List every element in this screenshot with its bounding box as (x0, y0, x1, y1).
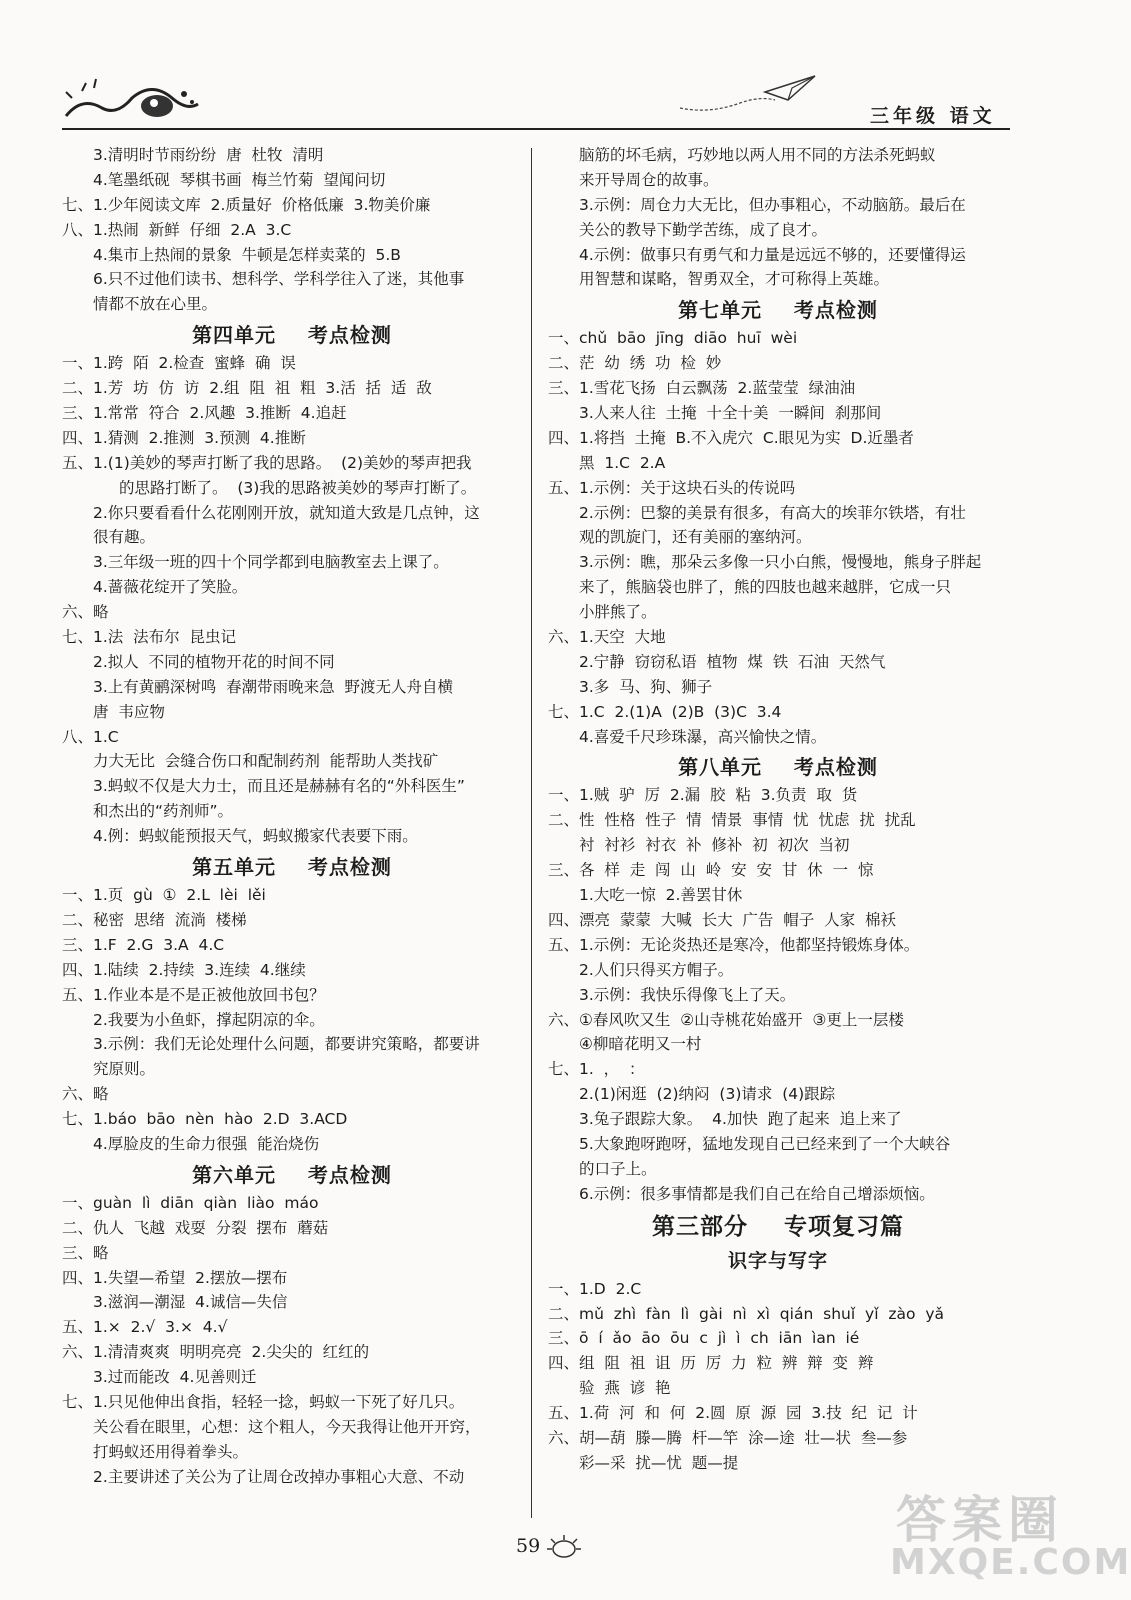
answer-line: 七、1.C 2.(1)A (2)B (3)C 3.4 (548, 702, 782, 721)
answer-line: 3.多 马、狗、狮子 (579, 677, 713, 696)
answer-line: 2.人们只得买方帽子。 (579, 960, 734, 979)
answer-line: 三、1.F 2.G 3.A 4.C (62, 935, 225, 954)
right-column (548, 143, 1008, 1476)
answer-line: 七、1.只见他伸出食指，轻轻一捻，蚂蚁一下死了好几只。 (62, 1392, 465, 1411)
answer-line: 四、漂亮 蒙蒙 大喊 长大 广告 帽子 人家 棉袄 (548, 910, 896, 929)
subsection-heading: 识字与写字 (727, 1249, 828, 1272)
answer-line: 五、1.示例：无论炎热还是寒冷，他都坚持锻炼身体。 (548, 935, 920, 954)
answer-line: 二、秘密 思绪 流淌 楼梯 (62, 910, 247, 929)
answer-line: 3.示例：我们无论处理什么问题，都要讲究策略，都要讲 (93, 1035, 480, 1054)
part-heading: 第三部分 专项复习篇 (651, 1212, 905, 1240)
answer-line: 四、1.将挡 土掩 B.不入虎穴 C.眼见为实 D.近墨者 (548, 428, 914, 447)
section-heading: 第八单元 考点检测 (678, 755, 878, 780)
answer-line: 五、1.× 2.√ 3.× 4.√ (62, 1318, 228, 1337)
answer-line: 6.只不过他们读书、想科学、学科学往入了迷，其他事 (93, 270, 465, 289)
answer-line: 四、1.猜测 2.推测 3.预测 4.推断 (62, 428, 306, 447)
answer-line: 关公的教导下勤学苦练，成了良才。 (579, 220, 828, 239)
answer-line: 二、仇人 飞越 戏耍 分裂 摆布 蘑菇 (62, 1218, 329, 1237)
answer-line: 二、性 性格 性子 情 情景 事情 忧 忧虑 扰 扰乱 (548, 811, 916, 830)
answer-line: 3.三年级一班的四十个同学都到电脑教室去上课了。 (93, 553, 449, 572)
answer-line: 八、1.热闹 新鲜 仔细 2.A 3.C (62, 220, 292, 239)
answer-line: 四、1.失望—希望 2.摆放—摆布 (62, 1268, 288, 1287)
answer-line: 1.大吃一惊 2.善罢甘休 (579, 886, 743, 905)
paper-plane-icon (680, 70, 820, 115)
answer-line: 2.你只要看看什么花刚刚开放，就知道大致是几点钟，这 (93, 503, 480, 522)
answer-line: 三、1.雪花飞扬 白云飘荡 2.蓝莹莹 绿油油 (548, 379, 856, 398)
answer-line: 2.我要为小鱼虾，撑起阴凉的伞。 (93, 1010, 325, 1029)
answer-line: 五、1.(1)美妙的琴声打断了我的思路。 (2)美妙的琴声把我 (62, 453, 472, 472)
watermark-url: MXQE.COM (890, 1542, 1131, 1583)
answer-line: 六、1.天空 大地 (548, 628, 666, 647)
answer-line: 3.蚂蚁不仅是大力士，而且还是赫赫有名的“外科医生” (93, 777, 465, 796)
page-header (0, 0, 1084, 140)
answer-line: 3.滋润—潮湿 4.诚信—失信 (93, 1293, 288, 1312)
answer-line: 八、1.C (62, 727, 119, 746)
answer-line: 力大无比 会缝合伤口和配制药剂 能帮助人类找矿 (93, 752, 439, 771)
answer-line: 4.笔墨纸砚 琴棋书画 梅兰竹菊 望闻问切 (93, 170, 386, 189)
answer-line: ④柳暗花明又一村 (579, 1035, 702, 1054)
answer-line: 六、①春风吹又生 ②山寺桃花始盛开 ③更上一层楼 (548, 1010, 904, 1029)
left-column (62, 143, 522, 1490)
answer-line: 3.人来人往 土掩 十全十美 一瞬间 刹那间 (579, 404, 882, 423)
answer-line: 六、略 (62, 1085, 109, 1104)
answer-line: 观的凯旋门，还有美丽的塞纳河。 (579, 528, 812, 547)
answer-line: 5.大象跑呀跑呀，猛地发现自己已经来到了一个大峡谷 (579, 1134, 951, 1153)
answer-line: 情都不放在心里。 (93, 295, 218, 314)
answer-line: 3.清明时节雨纷纷 唐 杜牧 清明 (93, 146, 324, 164)
answer-line: 6.示例：很多事情都是我们自己在给自己增添烦恼。 (579, 1184, 935, 1203)
answer-line: 打蚂蚁还用得着拳头。 (93, 1442, 249, 1461)
answer-line: 和杰出的“药剂师”。 (93, 802, 234, 821)
watermark (890, 1480, 1131, 1595)
answer-line: 2.宁静 窃窃私语 植物 煤 铁 石油 天然气 (579, 652, 886, 671)
answer-line: 用智慧和谋略，智勇双全，才可称得上英雄。 (579, 270, 890, 289)
answer-line: 七、1.少年阅读文库 2.质量好 价格低廉 3.物美价廉 (62, 195, 431, 214)
answer-line: 4.例：蚂蚁能预报天气，蚂蚁搬家代表要下雨。 (93, 827, 418, 846)
answer-line: 六、略 (62, 603, 109, 622)
answer-line: 三、各 样 走 闯 山 岭 安 安 甘 休 一 惊 (548, 861, 874, 880)
answer-line: 4.蔷薇花绽开了笑脸。 (93, 578, 248, 597)
page-number: 59 (516, 1535, 541, 1557)
answer-line: 七、1.báo bāo nèn hào 2.D 3.ACD (62, 1110, 348, 1129)
section-heading: 第七单元 考点检测 (678, 298, 878, 323)
answer-line: 五、1.示例：关于这块石头的传说吗 (548, 478, 796, 497)
answer-line: 一、1.页 gù ① 2.L lèi lěi (62, 886, 266, 905)
answer-line: 3.上有黄鹂深树鸣 春潮带雨晚来急 野渡无人舟自横 (93, 677, 453, 696)
answer-line: 五、1.荷 河 和 何 2.圆 原 源 园 3.技 纪 记 计 (548, 1404, 918, 1423)
answer-line: 2.(1)闲逛 (2)纳闷 (3)请求 (4)跟踪 (579, 1085, 836, 1104)
watermark-text: 答案圈 (896, 1491, 1064, 1549)
answer-line: 二、1.芳 坊 仿 访 2.组 阻 祖 粗 3.活 括 适 敌 (62, 379, 432, 398)
answer-line: 三、ō í ǎo āo ōu c jì ì ch iān ìan ié (548, 1329, 860, 1348)
answer-line: 3.过而能改 4.见善则迁 (93, 1368, 257, 1387)
answer-line: 的口子上。 (579, 1159, 657, 1178)
answer-line: 唐 韦应物 (93, 702, 165, 721)
answer-line: 四、组 阻 祖 诅 历 厉 力 粒 辨 辩 变 辫 (548, 1354, 874, 1373)
section-heading: 第六单元 考点检测 (192, 1162, 392, 1187)
answer-line: 4.厚脸皮的生命力很强 能治烧伤 (93, 1134, 320, 1153)
answer-line: 七、1. ， ： (548, 1060, 645, 1079)
answer-line: 彩—采 扰—忧 题—提 (579, 1453, 739, 1472)
answer-line: 一、1.跨 陌 2.检查 蜜蜂 确 误 (62, 354, 296, 373)
answer-line: 一、guàn lì diān qiàn liào máo (62, 1193, 319, 1212)
answer-line: 4.喜爱千尺珍珠瀑，高兴愉快之情。 (579, 727, 827, 746)
answer-line: 验 燕 谚 艳 (579, 1379, 671, 1398)
answer-line: 4.集市上热闹的景象 牛顿是怎样卖菜的 5.B (93, 245, 401, 264)
answer-line: 一、chǔ bāo jīng diāo huī wèi (548, 329, 798, 348)
header-cartoon-decoration (62, 76, 202, 131)
answer-line: 来了，熊脑袋也胖了，熊的四肢也越来越胖，它成一只 (579, 578, 952, 597)
answer-line: 六、胡—葫 滕—腾 杆—竿 涂—途 壮—状 叁—参 (548, 1428, 908, 1447)
answer-line: 4.示例：做事只有勇气和力量是远远不够的，还要懂得运 (579, 245, 966, 264)
header-rule (62, 128, 1010, 130)
section-heading: 第五单元 考点检测 (192, 855, 392, 880)
answer-line: 脑筋的坏毛病，巧妙地以两人用不同的方法杀死蚂蚁 (579, 146, 936, 164)
answer-line: 2.拟人 不同的植物开花的时间不同 (93, 652, 335, 671)
answer-line: 小胖熊了。 (579, 603, 657, 622)
answer-line: 3.示例：我快乐得像飞上了天。 (579, 985, 796, 1004)
answer-line: 究原则。 (93, 1060, 156, 1079)
answer-line: 黑 1.C 2.A (579, 453, 666, 472)
answer-line: 衬 衬衫 衬衣 补 修补 初 初次 当初 (579, 836, 850, 855)
answer-line: 来开导周仓的故事。 (579, 170, 719, 189)
answer-line: 四、1.陆续 2.持续 3.连续 4.继续 (62, 960, 306, 979)
answer-line: 二、mǔ zhì fàn lì gài nì xì qián shuǐ yǐ zào yǎ (548, 1304, 944, 1323)
answer-line: 一、1.D 2.C (548, 1279, 642, 1298)
header-title: 三年级 语文 (870, 105, 996, 127)
answer-line: 3.兔子跟踪大象。 4.加快 跑了起来 追上来了 (579, 1110, 902, 1129)
answer-line: 六、1.清清爽爽 明明亮亮 2.尖尖的 红红的 (62, 1343, 370, 1362)
answer-line: 五、1.作业本是不是正被他放回书包？ (62, 985, 325, 1004)
column-divider (531, 148, 532, 1518)
answer-line: 二、茫 幼 绣 功 检 妙 (548, 354, 722, 373)
section-heading: 第四单元 考点检测 (192, 323, 392, 348)
answer-line: 三、略 (62, 1243, 109, 1262)
page-number-sun-icon (545, 1533, 583, 1561)
answer-line: 的思路打断了。 (3)我的思路被美妙的琴声打断了。 (119, 478, 477, 497)
answer-line: 2.主要讲述了关公为了让周仓改掉办事粗心大意、不动 (93, 1467, 465, 1486)
answer-line: 关公看在眼里，心想：这个粗人，今天我得让他开开窍， (93, 1417, 481, 1436)
answer-line: 3.示例：周仓力大无比，但办事粗心，不动脑筋。最后在 (579, 195, 966, 214)
answer-line: 一、1.贼 驴 厉 2.漏 胶 粘 3.负责 取 货 (548, 786, 858, 805)
answer-line: 2.示例：巴黎的美景有很多，有高大的埃菲尔铁塔，有壮 (579, 503, 966, 522)
answer-line: 七、1.法 法布尔 昆虫记 (62, 628, 236, 647)
answer-line: 3.示例：瞧，那朵云多像一只小白熊，慢慢地，熊身子胖起 (579, 553, 982, 572)
answer-line: 很有趣。 (93, 528, 156, 547)
answer-line: 三、1.常常 符合 2.风趣 3.推断 4.追赶 (62, 404, 347, 423)
